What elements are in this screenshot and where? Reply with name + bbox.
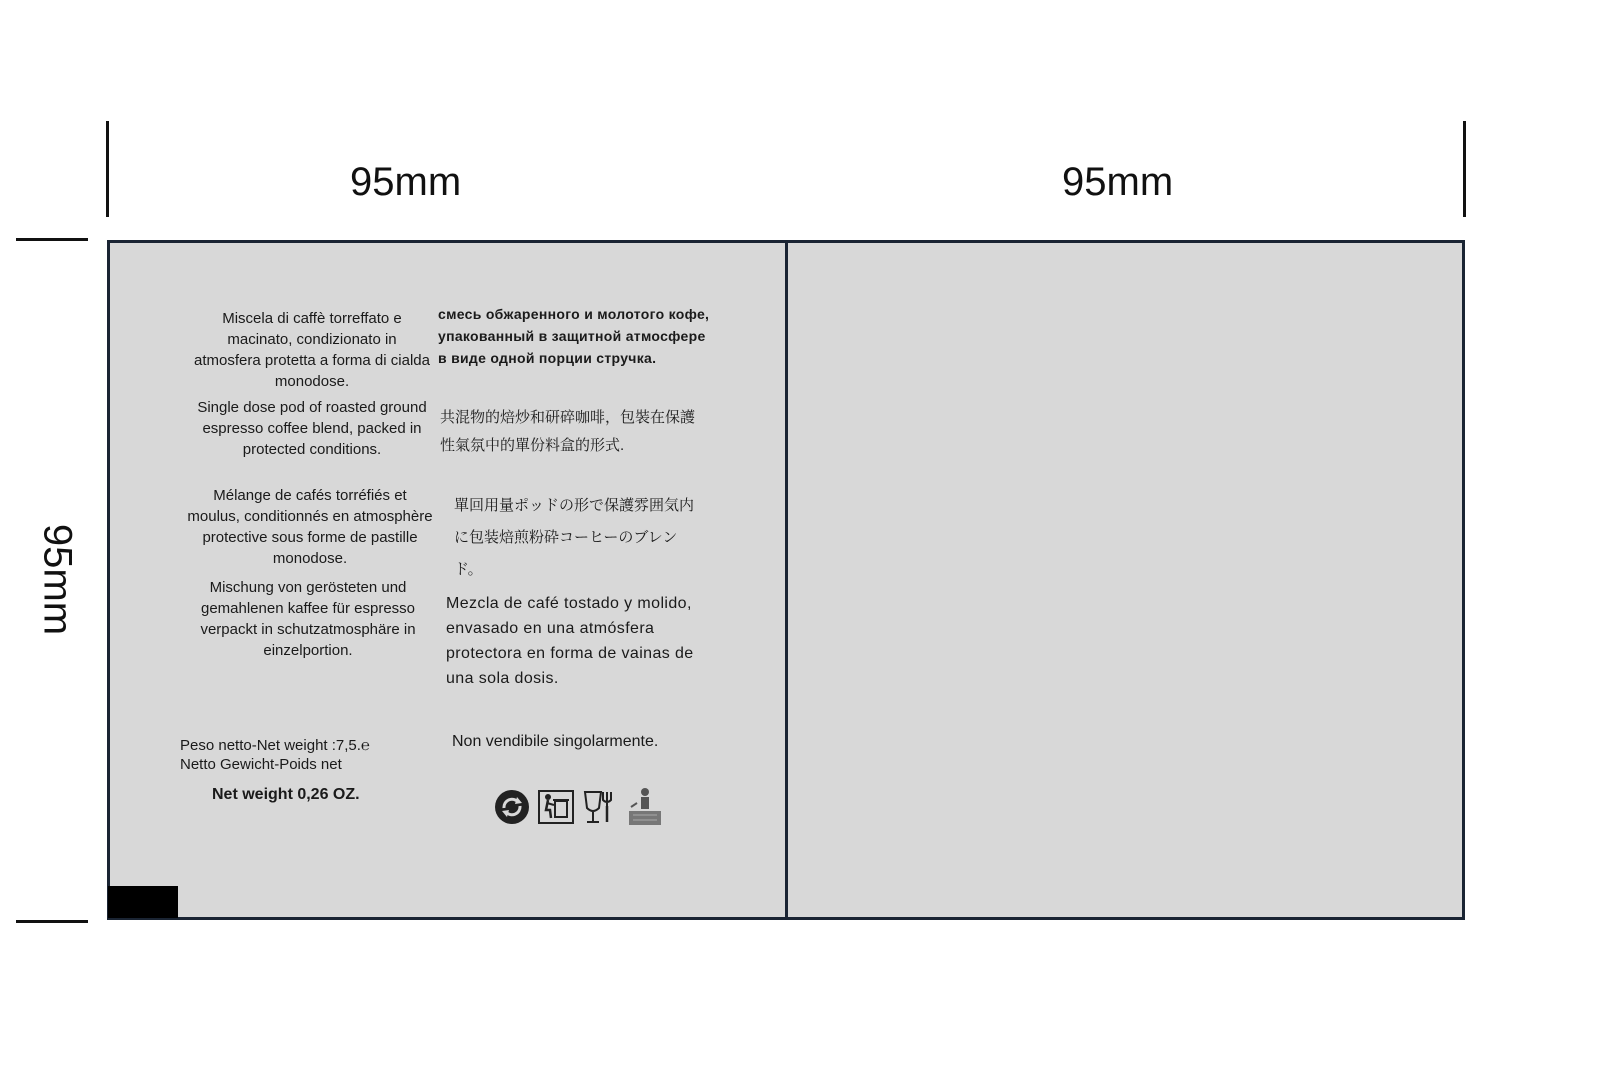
text-spanish: Mezcla de café tostado y molido, envasado en una atmósfera protectora en forma de vainas de una sola dosis. (446, 595, 694, 687)
panel-divider (785, 240, 788, 920)
bin-icon (537, 788, 575, 831)
text-french: Mélange de cafés torréfiés et moulus, conditionnés en atmosphère protective sous forme de pastille monodose. (187, 487, 433, 567)
dimension-height: 95mm (35, 523, 80, 636)
dimension-tick-right (1463, 121, 1466, 217)
food-safe-icon (581, 788, 617, 831)
text-japanese: 單回用量ポッドの形で保護雰囲気内に包装焙煎粉砕コーヒーのブレンド。 (454, 497, 695, 578)
dimension-width-right: 95mm (1062, 160, 1174, 204)
recycle-icon (493, 788, 531, 831)
dimension-width-left: 95mm (350, 160, 462, 204)
panel-border-right (1462, 240, 1465, 920)
text-italian: Miscela di caffè torreffato e macinato, condizionato in atmosfera protetta a forma di cialda monodose. (194, 310, 430, 390)
net-weight-line1: Peso netto-Net weight :7,5.℮ (180, 737, 370, 754)
dimension-tick-top (16, 238, 88, 241)
registration-mark (108, 886, 178, 918)
dimension-tick-bottom (16, 920, 88, 923)
not-for-sale-text: Non vendibile singolarmente. (452, 733, 659, 750)
text-russian: смесь обжаренного и молотого кофе, упакованный в защитной атмосфере в виде одной порции стручка. (438, 306, 710, 366)
panel-border-left (107, 240, 110, 920)
dimension-tick-left (106, 121, 109, 217)
tidy-man-icon (623, 785, 667, 834)
net-weight-line2: Netto Gewicht-Poids net (180, 756, 342, 773)
text-german: Mischung von gerösteten und gemahlenen kaffee für espresso verpackt in schutzatmosphäre in einzelportion. (200, 579, 416, 659)
text-chinese: 共混物的焙炒和研碎咖啡，包裝在保護性氣氛中的單份料盒的形式. (440, 409, 696, 454)
disposal-icons (493, 785, 667, 834)
net-weight-oz: Net weight 0,26 OZ. (212, 786, 360, 803)
text-english: Single dose pod of roasted ground espresso coffee blend, packed in protected conditions. (197, 399, 427, 458)
